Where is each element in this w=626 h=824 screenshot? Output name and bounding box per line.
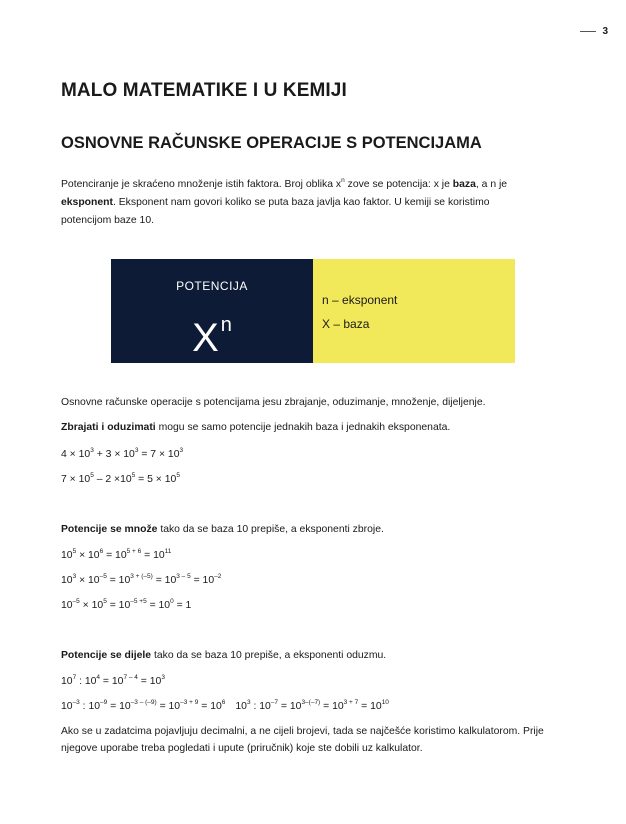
equation-exponent: 3–(–7) (301, 699, 321, 706)
equation-term: = 10 (141, 550, 165, 561)
equation-term: + 3 × 10 (93, 449, 135, 460)
potencija-infobox (111, 259, 515, 363)
equation-term: = 10 (278, 701, 302, 712)
addition-rule-text: mogu se samo potencije jednakih baza i jednakih eksponenata. (155, 422, 451, 433)
infobox-formula (111, 301, 313, 362)
section-title: OSNOVNE RAČUNSKE OPERACIJE S POTENCIJAMA (61, 134, 482, 152)
equation-exponent: 10 (381, 699, 389, 706)
addition-rule (61, 422, 450, 433)
closing-paragraph: Ako se u zadatcima pojavljuju decimalni, a ne cijeli brojevi, tada se najčešće koristimo kalkulatorom. Prije njegove uporabe treba pogledati i upute (priručnik) koje ste dobili uz kalkulator. (61, 726, 544, 754)
equation-exponent: 11 (164, 548, 172, 555)
equation-exponent: 6 (221, 699, 226, 706)
equation-exponent: 5 (131, 472, 136, 479)
equation-exponent: 7 – 4 (123, 674, 138, 681)
equation-exponent: –7 (270, 699, 279, 706)
equation-exponent: 3 (72, 573, 77, 580)
formula-exponent: n (220, 314, 232, 336)
equation-exponent: 5 + 6 (126, 548, 142, 555)
page-title: MALO MATEMATIKE I U KEMIJI (61, 80, 347, 101)
equation-exponent: 6 (99, 548, 104, 555)
equation-exponent: –3 – (–9) (130, 699, 157, 706)
definition-base: X – baza (322, 317, 370, 331)
equation-term: × 10 (76, 550, 100, 561)
equation-term: 10 (61, 701, 73, 712)
division-rule-bold: Potencije se dijele (61, 650, 152, 661)
equation-term: = 10 (156, 701, 181, 712)
equation-exponent: 3 + (–5) (130, 573, 153, 580)
equation-exponent: 3 (179, 447, 184, 454)
equation-term: = 10 (320, 701, 344, 712)
intro-text-2: zove se potencija: x je (344, 179, 453, 190)
infobox-yellow-panel (313, 259, 515, 363)
equation-exponent: 5 (176, 472, 180, 479)
equation-term: 10 (235, 701, 247, 712)
multiplication-example-2 (61, 573, 221, 586)
definition-exponent: n – eksponent (322, 293, 398, 307)
equation-term: 4 × 10 (61, 449, 91, 460)
equation-exponent: –9 (100, 699, 108, 706)
equation-exponent: 5 (72, 548, 77, 555)
equation-term: – 2 ×10 (93, 474, 132, 485)
multiplication-rule-text: tako da se baza 10 prepiše, a eksponenti zbroje. (157, 524, 384, 535)
equation-term: = 10 (103, 550, 127, 561)
equation-exponent: 5 (103, 598, 107, 605)
subtraction-example (61, 472, 180, 485)
formula-base: X (192, 316, 219, 360)
equation-exponent: –5 (72, 598, 80, 605)
equation-exponent: –2 (214, 573, 222, 580)
equation-exponent: –5 (99, 573, 107, 580)
division-example-2 (61, 699, 389, 712)
equation-exponent: 0 (170, 598, 174, 605)
equation-term: : 10 (250, 701, 271, 712)
equation-term: = 10 (198, 701, 222, 712)
infobox-label: POTENCIJA (176, 279, 248, 293)
division-example-1 (61, 674, 165, 687)
equation-exponent: 3 – 5 (176, 573, 191, 580)
equation-term: = 5 × 10 (135, 474, 177, 485)
equation-term: 7 × 10 (61, 474, 91, 485)
equation-exponent: 3 (161, 674, 165, 681)
equation-term: = 10 (358, 701, 382, 712)
equation-exponent: 3 + 7 (343, 699, 359, 706)
division-rule (61, 650, 386, 661)
addition-rule-bold: Zbrajati i oduzimati (61, 422, 156, 433)
equation-exponent: 3 (134, 447, 139, 454)
multiplication-rule-bold: Potencije se množe (61, 524, 158, 535)
equation-term: = 10 (106, 600, 131, 611)
equation-term: 10 (61, 600, 73, 611)
intro-term-baza: baza (452, 179, 476, 190)
equation-term: × 10 (79, 600, 104, 611)
intro-term-eksponent: eksponent (61, 197, 113, 208)
equation-term: = 10 (106, 575, 131, 586)
equation-term: = 10 (107, 701, 131, 712)
equation-term: = 10 (137, 676, 162, 687)
operations-intro: Osnovne računske operacije s potencijama jesu zbrajanje, oduzimanje, množenje, dijeljenje. (61, 397, 486, 408)
intro-superscript: n (341, 177, 345, 184)
equation-term: = 10 (146, 600, 171, 611)
equation-term: = 10 (152, 575, 177, 586)
intro-text-3: , a n je (475, 179, 508, 190)
intro-paragraph (61, 172, 541, 230)
equation-exponent: –5 +5 (130, 598, 147, 605)
equation-term: × 10 (76, 575, 100, 586)
equation-exponent: 4 (96, 674, 101, 681)
equation-term: 10 (61, 676, 73, 687)
equation-term: 10 (61, 550, 73, 561)
intro-text-1: Potenciranje je skraćeno množenje istih faktora. Broj oblika x (61, 179, 342, 190)
equation-exponent: 5 (90, 472, 94, 479)
equation-exponent: –3 + 9 (180, 699, 199, 706)
equation-term: = 10 (100, 676, 124, 687)
division-rule-text: tako da se baza 10 prepiše, a eksponenti oduzmu. (151, 650, 387, 661)
addition-example-1 (61, 447, 183, 460)
multiplication-example-1 (61, 548, 171, 561)
equation-term: : 10 (79, 701, 101, 712)
infobox-dark-panel (111, 259, 313, 363)
page-number-rule (580, 31, 596, 32)
equation-term: : 10 (76, 676, 97, 687)
page-number: 3 (602, 26, 608, 37)
equation-exponent: 7 (72, 674, 77, 681)
equation-term: = 10 (190, 575, 215, 586)
equation-exponent: 3 (246, 699, 251, 706)
equation-exponent: –3 (72, 699, 80, 706)
equation-term: 10 (61, 575, 73, 586)
multiplication-example-3 (61, 598, 191, 611)
multiplication-rule (61, 524, 384, 535)
intro-text-4: . Eksponent nam govori koliko se puta baza javlja kao faktor. U kemiji se koristimo potencijom baze 10. (61, 197, 490, 226)
equation-exponent: 3 (90, 447, 94, 454)
equation-term: = 7 × 10 (138, 449, 180, 460)
page-number-area (580, 26, 608, 37)
equation-term: = 1 (173, 600, 192, 611)
